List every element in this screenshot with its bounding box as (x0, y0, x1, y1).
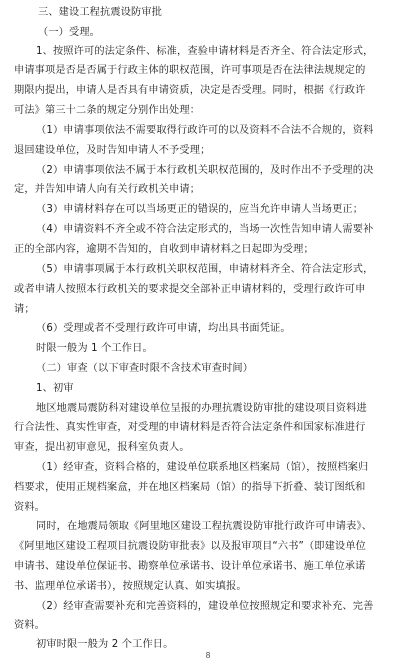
subsection-heading: （二）审查（以下审查时限不含技术审查时间） (36, 363, 254, 374)
subsection-heading: （一）受理。 (38, 27, 101, 38)
paragraph-line: （4）申请资料不齐全或不符合法定形式的，当场一次性告知申请人需要补 (36, 224, 374, 235)
page-number: 8 (205, 651, 211, 660)
paragraph-line: （1）经审查，资料合格的，建设单位联系地区档案局（馆），按照档案归 (36, 462, 369, 473)
paragraph-line: 初审时限一般为 2 个工作日。 (36, 639, 174, 650)
paragraph-line: 正的全部内容，逾期不告知的，自收到申请材料之日起即为受理； (14, 244, 314, 255)
paragraph-line: （5）申请事项属于本行政机关职权范围，申请材料齐全、符合法定形式， (36, 264, 374, 275)
paragraph-line: 可法》第三十二条的规定分别作出处理： (14, 105, 201, 116)
paragraph-line: 同时，在地震局领取《阿里地区建设工程抗震设防审批行政许可申请表》、 (36, 521, 373, 532)
paragraph-line: 时限一般为 1 个工作日。 (36, 343, 153, 354)
paragraph-line: （3）申请材料存在可以当场更正的错误的，应当允许申请人当场更正； (36, 204, 364, 215)
paragraph-line: 申请事项是否是否属于行政主体的职权范围，许可事项是否在法律法规规定的 (14, 65, 366, 76)
paragraph-line: 请； (14, 304, 35, 315)
paragraph-line: 资料。 (14, 502, 46, 513)
paragraph-line: 档要求，使用正规档案盒，并在地区档案局（馆）的指导下折叠、装订图纸和 (14, 482, 366, 493)
paragraph-line: 审查，提出初审意见，报科室负责人。 (14, 442, 190, 453)
paragraph-line: （2）申请事项依法不属于本行政机关职权范围的，及时作出不予受理的决 (36, 165, 374, 176)
paragraph-line: 期限内提出，申请人是否具有申请资质，决定是否受理。同时，根据《行政许 (14, 85, 366, 96)
paragraph-line: （6）受理或者不受理行政许可申请，均出具书面凭证。 (36, 323, 291, 334)
paragraph-line: 行合法性、真实性审查，对受理的申请材料是否符合法定条件和国家标准进行 (14, 422, 366, 433)
paragraph-line: 资料。 (14, 620, 46, 631)
paragraph-line: （1）申请事项依法不需要取得行政许可的以及资料不合法不合规的，资料 (36, 125, 374, 136)
paragraph-line: 或者申请人按照本行政机关的要求提交全部补正申请材料的，受理行政许可申 (14, 284, 366, 295)
paragraph-line: 1、按照许可的法定条件、标准，查验申请材料是否齐全、符合法定形式， (36, 46, 374, 57)
paragraph-line: 定，并告知申请人向有关行政机关申请； (14, 184, 201, 195)
paragraph-line: 《阿里地区建设工程项目抗震设防审批表》以及报审项目“六书”（即建设单位 (14, 541, 366, 552)
section-heading: 三、建设工程抗震设防审批 (38, 7, 163, 18)
subsection-heading: 1、初审 (36, 383, 74, 394)
paragraph-line: 地区地震局震防科对建设单位呈报的办理抗震设防审批的建设项目资料进 (36, 403, 367, 414)
paragraph-line: 退回建设单位，及时告知申请人不予受理； (14, 145, 211, 156)
paragraph-line: 书、监理单位承诺书），按照规定认真、如实填报。 (14, 581, 247, 592)
paragraph-line: （2）经审查需要补充和完善资料的，建设单位按照规定和要求补充、完善 (36, 601, 374, 612)
paragraph-line: 申请书、建设单位保证书、勘察单位承诺书、设计单位承诺书、施工单位承诺 (14, 561, 366, 572)
